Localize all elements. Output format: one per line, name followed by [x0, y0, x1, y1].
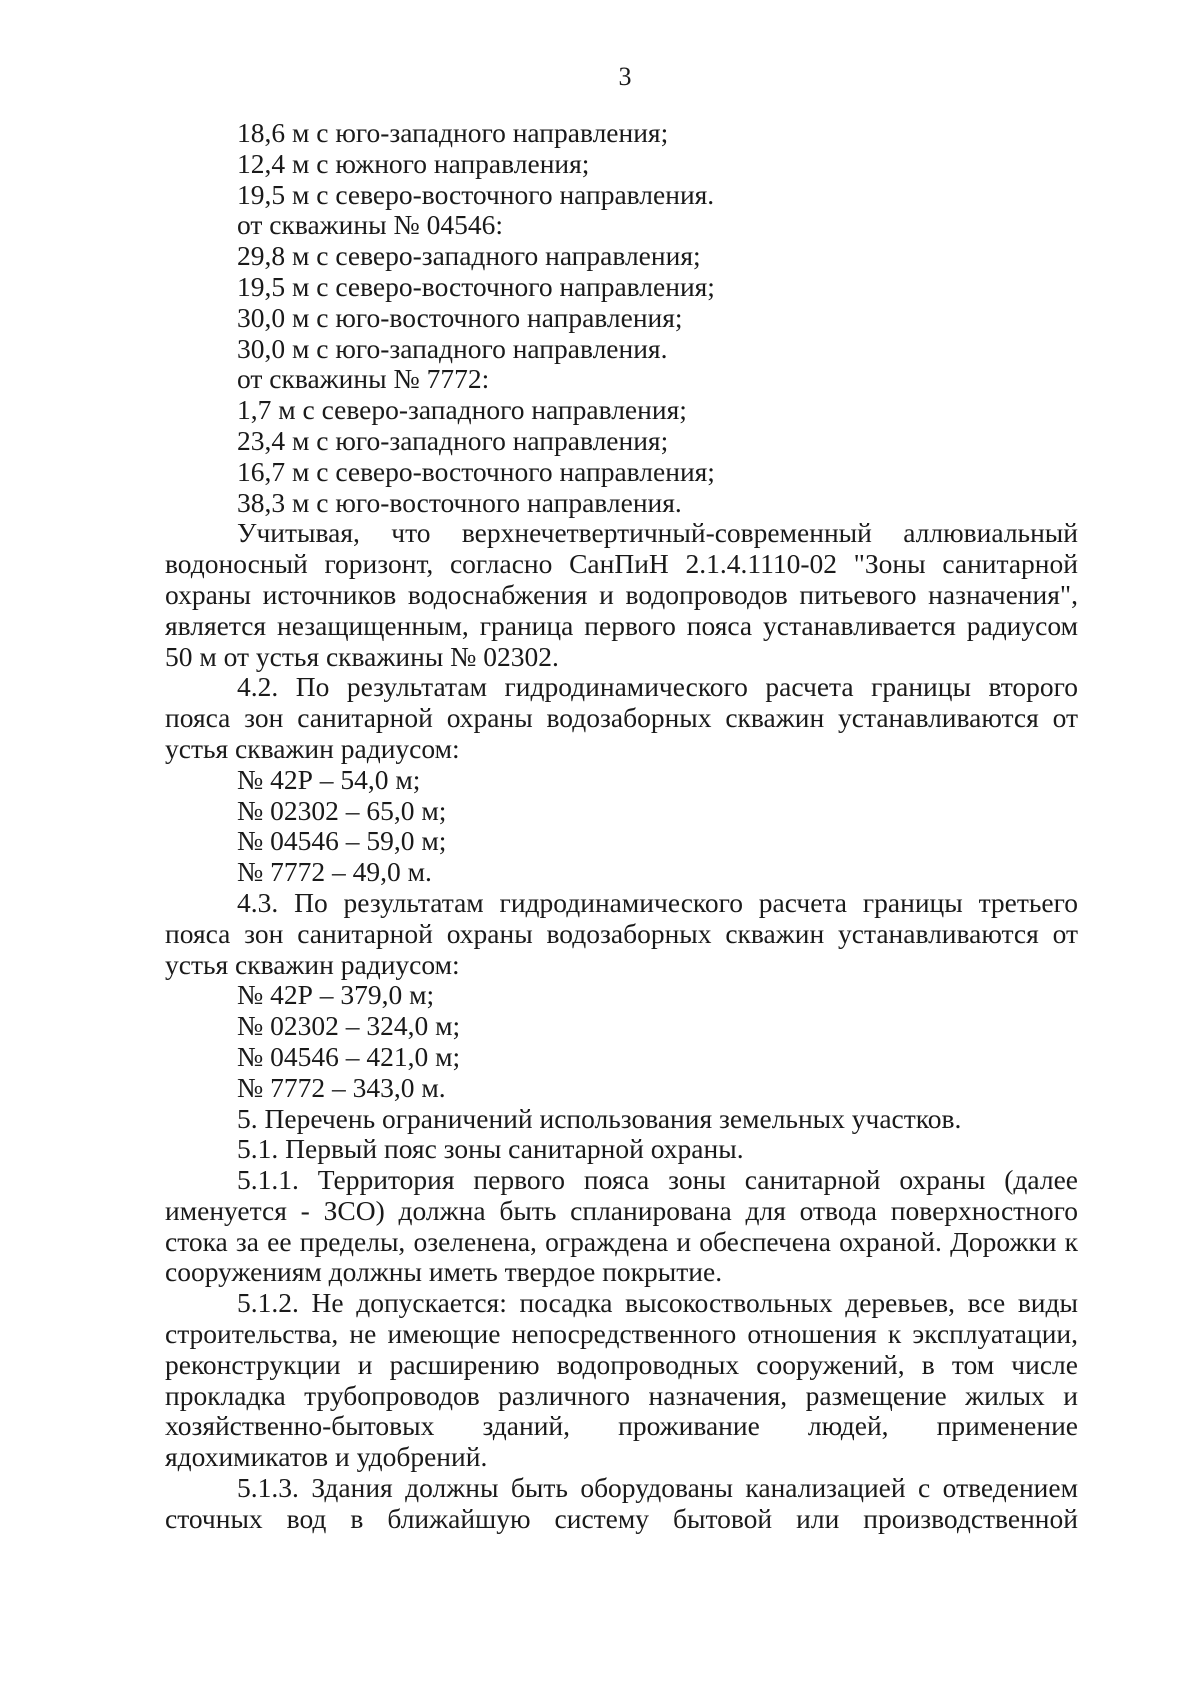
paragraph-5-1-3: 5.1.3. Здания должны быть оборудованы канализацией с отведением сточных вод в ближайшую систему бытовой или производственной — [165, 1472, 1078, 1534]
section-heading-5: 5. Перечень ограничений использования земельных участков. — [237, 1102, 962, 1134]
distance-line: 19,5 м с северо-восточного направления; — [237, 270, 715, 302]
radius-line: № 02302 – 324,0 м; — [237, 1010, 461, 1042]
distance-line: 12,4 м с южного направления; — [237, 147, 590, 179]
distance-line: 30,0 м с юго-восточного направления; — [237, 301, 683, 333]
paragraph-4-2: 4.2. По результатам гидродинамического расчета границы второго пояса зон санитарной охраны водозаборных скважин устанавливаются от устья скважин радиусом: — [165, 671, 1078, 764]
radius-line: № 04546 – 421,0 м; — [237, 1040, 461, 1072]
distance-line: 30,0 м с юго-западного направления. — [237, 332, 668, 364]
radius-line: № 42Р – 54,0 м; — [237, 763, 421, 795]
radius-line: № 7772 – 49,0 м. — [237, 856, 432, 888]
radius-line: № 42Р – 379,0 м; — [237, 979, 435, 1011]
paragraph-first-zone-radius: Учитывая, что верхнечетвертичный-современный аллювиальный водоносный горизонт, согласно СанПиН 2.1.4.1110-02 "Зоны санитарной охраны источников водоснабжения и водопроводов питьевого назначения", является незащищенным, граница первого пояса устанавливается радиусом 50 м от устья скважины № 02302. — [165, 517, 1078, 672]
distance-line: 19,5 м с северо-восточного направления. — [237, 178, 715, 210]
paragraph-5-1-2: 5.1.2. Не допускается: посадка высокоствольных деревьев, все виды строительства, не имеющие непосредственного отношения к эксплуатации, реконструкции и расширению водопроводных сооружений, в том числе прокладка трубопроводов различного назначения, размещение жилых и хозяйственно-бытовых зданий, проживание людей, применение ядохимикатов и удобрений. — [165, 1287, 1078, 1473]
radius-line: № 7772 – 343,0 м. — [237, 1071, 446, 1103]
section-heading-5-1: 5.1. Первый пояс зоны санитарной охраны. — [237, 1133, 744, 1165]
distance-line: 23,4 м с юго-западного направления; — [237, 424, 669, 456]
paragraph-4-3: 4.3. По результатам гидродинамического расчета границы третьего пояса зон санитарной охраны водозаборных скважин устанавливаются от устья скважин радиусом: — [165, 886, 1078, 980]
distance-line: 1,7 м с северо-западного направления; — [237, 394, 687, 426]
well-heading: от скважины № 04546: — [237, 209, 503, 241]
radius-line: № 04546 – 59,0 м; — [237, 825, 447, 857]
distance-line: 38,3 м с юго-восточного направления. — [237, 486, 682, 518]
document-body — [165, 118, 1078, 1535]
distance-line: 29,8 м с северо-западного направления; — [237, 240, 701, 272]
paragraph-5-1-1: 5.1.1. Территория первого пояса зоны санитарной охраны (далее именуется - ЗСО) должна быть спланирована для отвода поверхностного стока за ее пределы, озеленена, ограждена и обеспечена охраной. Дорожки к сооружениям должны иметь твердое покрытие. — [165, 1164, 1078, 1288]
distance-line: 16,7 м с северо-восточного направления; — [237, 455, 715, 487]
radius-line: № 02302 – 65,0 м; — [237, 794, 447, 826]
well-heading: от скважины № 7772: — [237, 363, 490, 395]
distance-line: 18,6 м с юго-западного направления; — [237, 117, 669, 148]
page-number: 3 — [618, 62, 632, 91]
